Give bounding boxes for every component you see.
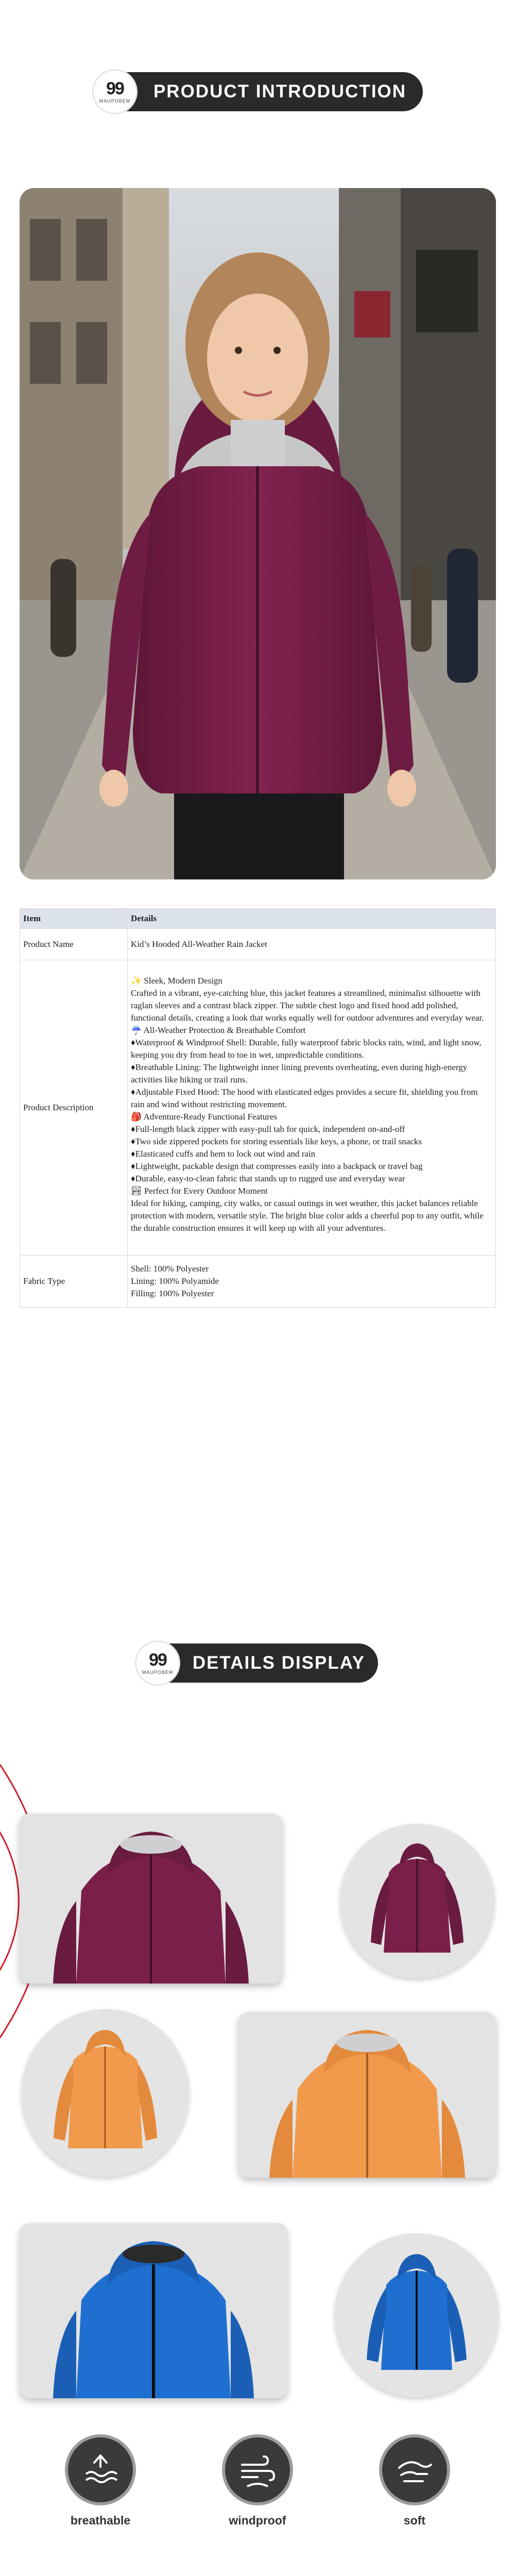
- girl-wearing-maroon-jacket-illustration: [20, 188, 496, 879]
- product-spec-table: [20, 908, 496, 1308]
- section-title: DETAILS DISPLAY: [192, 1653, 366, 1673]
- product-name-label: Product Name: [20, 929, 128, 960]
- brand-logo-number: 99: [149, 1650, 166, 1670]
- blue-jacket-full-image: [335, 2233, 499, 2397]
- brand-logo: [92, 69, 138, 114]
- description-value: [128, 960, 496, 1256]
- fabric-lining: Lining: 100% Polyamide: [131, 1276, 219, 1286]
- orange-jacket-full-image: [22, 2009, 189, 2177]
- details-display-header: [136, 1643, 378, 1683]
- brand-logo: [135, 1640, 180, 1686]
- feature-label: breathable: [70, 2514, 131, 2527]
- brand-logo-name: MAUPOBEM: [99, 98, 131, 104]
- soft-icon: [379, 2434, 450, 2505]
- desc-bullet-shell: ♦Waterproof & Windproof Shell: Durable, fully waterproof fabric blocks rain, wind, and light snow, keeping you dry from head to toe in wet, unpredictable conditions.: [131, 1038, 482, 1060]
- desc-heading-features: 🎒 Adventure-Ready Functional Features: [131, 1112, 278, 1122]
- desc-bullet-durable: ♦Durable, easy-to-clean fabric that stands up to rugged use and everyday wear: [131, 1174, 405, 1183]
- fabric-value: [128, 1256, 496, 1308]
- desc-bullet-packable: ♦Lightweight, packable design that compresses easily into a backpack or travel bag: [131, 1161, 423, 1171]
- hero-product-photo: [20, 188, 496, 879]
- fabric-filling: Filling: 100% Polyester: [131, 1289, 214, 1298]
- brand-logo-name: MAUPOBEM: [142, 1670, 174, 1675]
- brand-logo-number: 99: [106, 79, 124, 98]
- header-details: Details: [128, 909, 496, 929]
- breathable-icon: [65, 2434, 136, 2505]
- orange-jacket-closeup-card: [238, 2012, 496, 2178]
- feature-label: soft: [403, 2514, 426, 2527]
- blue-jacket-thumbnail: [335, 2233, 499, 2397]
- desc-bullet-zipper: ♦Full-length black zipper with easy-pull tab for quick, independent on-and-off: [131, 1124, 405, 1134]
- table-row-fabric: [20, 1256, 496, 1308]
- fabric-shell: Shell: 100% Polyester: [131, 1264, 209, 1274]
- feature-breathable: [49, 2434, 152, 2528]
- table-row-description: [20, 960, 496, 1256]
- header-item: Item: [20, 909, 128, 929]
- blue-jacket-image: [20, 2223, 287, 2398]
- product-introduction-header: [93, 72, 423, 111]
- orange-jacket-image: [238, 2012, 496, 2178]
- windproof-icon: [222, 2434, 293, 2505]
- desc-bullet-lining: ♦Breathable Lining: The lightweight inner lining prevents overheating, even during high-energy activities like hiking or trail runs.: [131, 1062, 468, 1084]
- desc-paragraph-design: Crafted in a vibrant, eye-catching blue, this jacket features a streamlined, minimalist silhouette with raglan sleeves and a contrast black zipper. The subtle chest logo and fixed hood add polished, functional details, creating a look that works equally well for outdoor adventures and everyday wear.: [131, 988, 484, 1023]
- desc-bullet-hood: ♦Adjustable Fixed Hood: The hood with elasticated edges provides a secure fit, shielding you from rain and wind without restricting movement.: [131, 1087, 478, 1109]
- fabric-label: Fabric Type: [20, 1256, 128, 1308]
- desc-heading-design: ✨ Sleek, Modern Design: [131, 976, 222, 986]
- desc-heading-outdoor: 🏞 Perfect for Every Outdoor Moment: [131, 1186, 268, 1196]
- maroon-jacket-full-image: [340, 1824, 494, 1978]
- orange-jacket-thumbnail: [22, 2009, 189, 2177]
- maroon-jacket-image: [20, 1814, 282, 1984]
- product-name-value: Kid’s Hooded All-Weather Rain Jacket: [128, 929, 496, 960]
- feature-windproof: [206, 2434, 309, 2528]
- desc-heading-protection: ☔ All-Weather Protection & Breathable Comfort: [131, 1025, 306, 1035]
- feature-label: windproof: [229, 2514, 286, 2527]
- description-label: Product Description: [20, 960, 128, 1256]
- section-title: PRODUCT INTRODUCTION: [153, 81, 407, 101]
- desc-bullet-cuffs: ♦Elasticated cuffs and hem to lock out wind and rain: [131, 1149, 316, 1159]
- blue-jacket-closeup-card: [20, 2223, 287, 2398]
- desc-paragraph-outdoor: Ideal for hiking, camping, city walks, or casual outings in wet weather, this jacket balances reliable protection with modern, versatile style. The bright blue color adds a cheerful pop to any outfit, while the durable construction ensures it will keep up with all your adventures.: [131, 1198, 484, 1233]
- maroon-jacket-thumbnail: [340, 1824, 494, 1978]
- desc-bullet-pockets: ♦Two side zippered pockets for storing essentials like keys, a phone, or trail snacks: [131, 1137, 422, 1146]
- table-header-row: [20, 909, 496, 929]
- feature-soft: [363, 2434, 466, 2528]
- table-row-product-name: [20, 929, 496, 960]
- maroon-jacket-closeup-card: [20, 1814, 282, 1984]
